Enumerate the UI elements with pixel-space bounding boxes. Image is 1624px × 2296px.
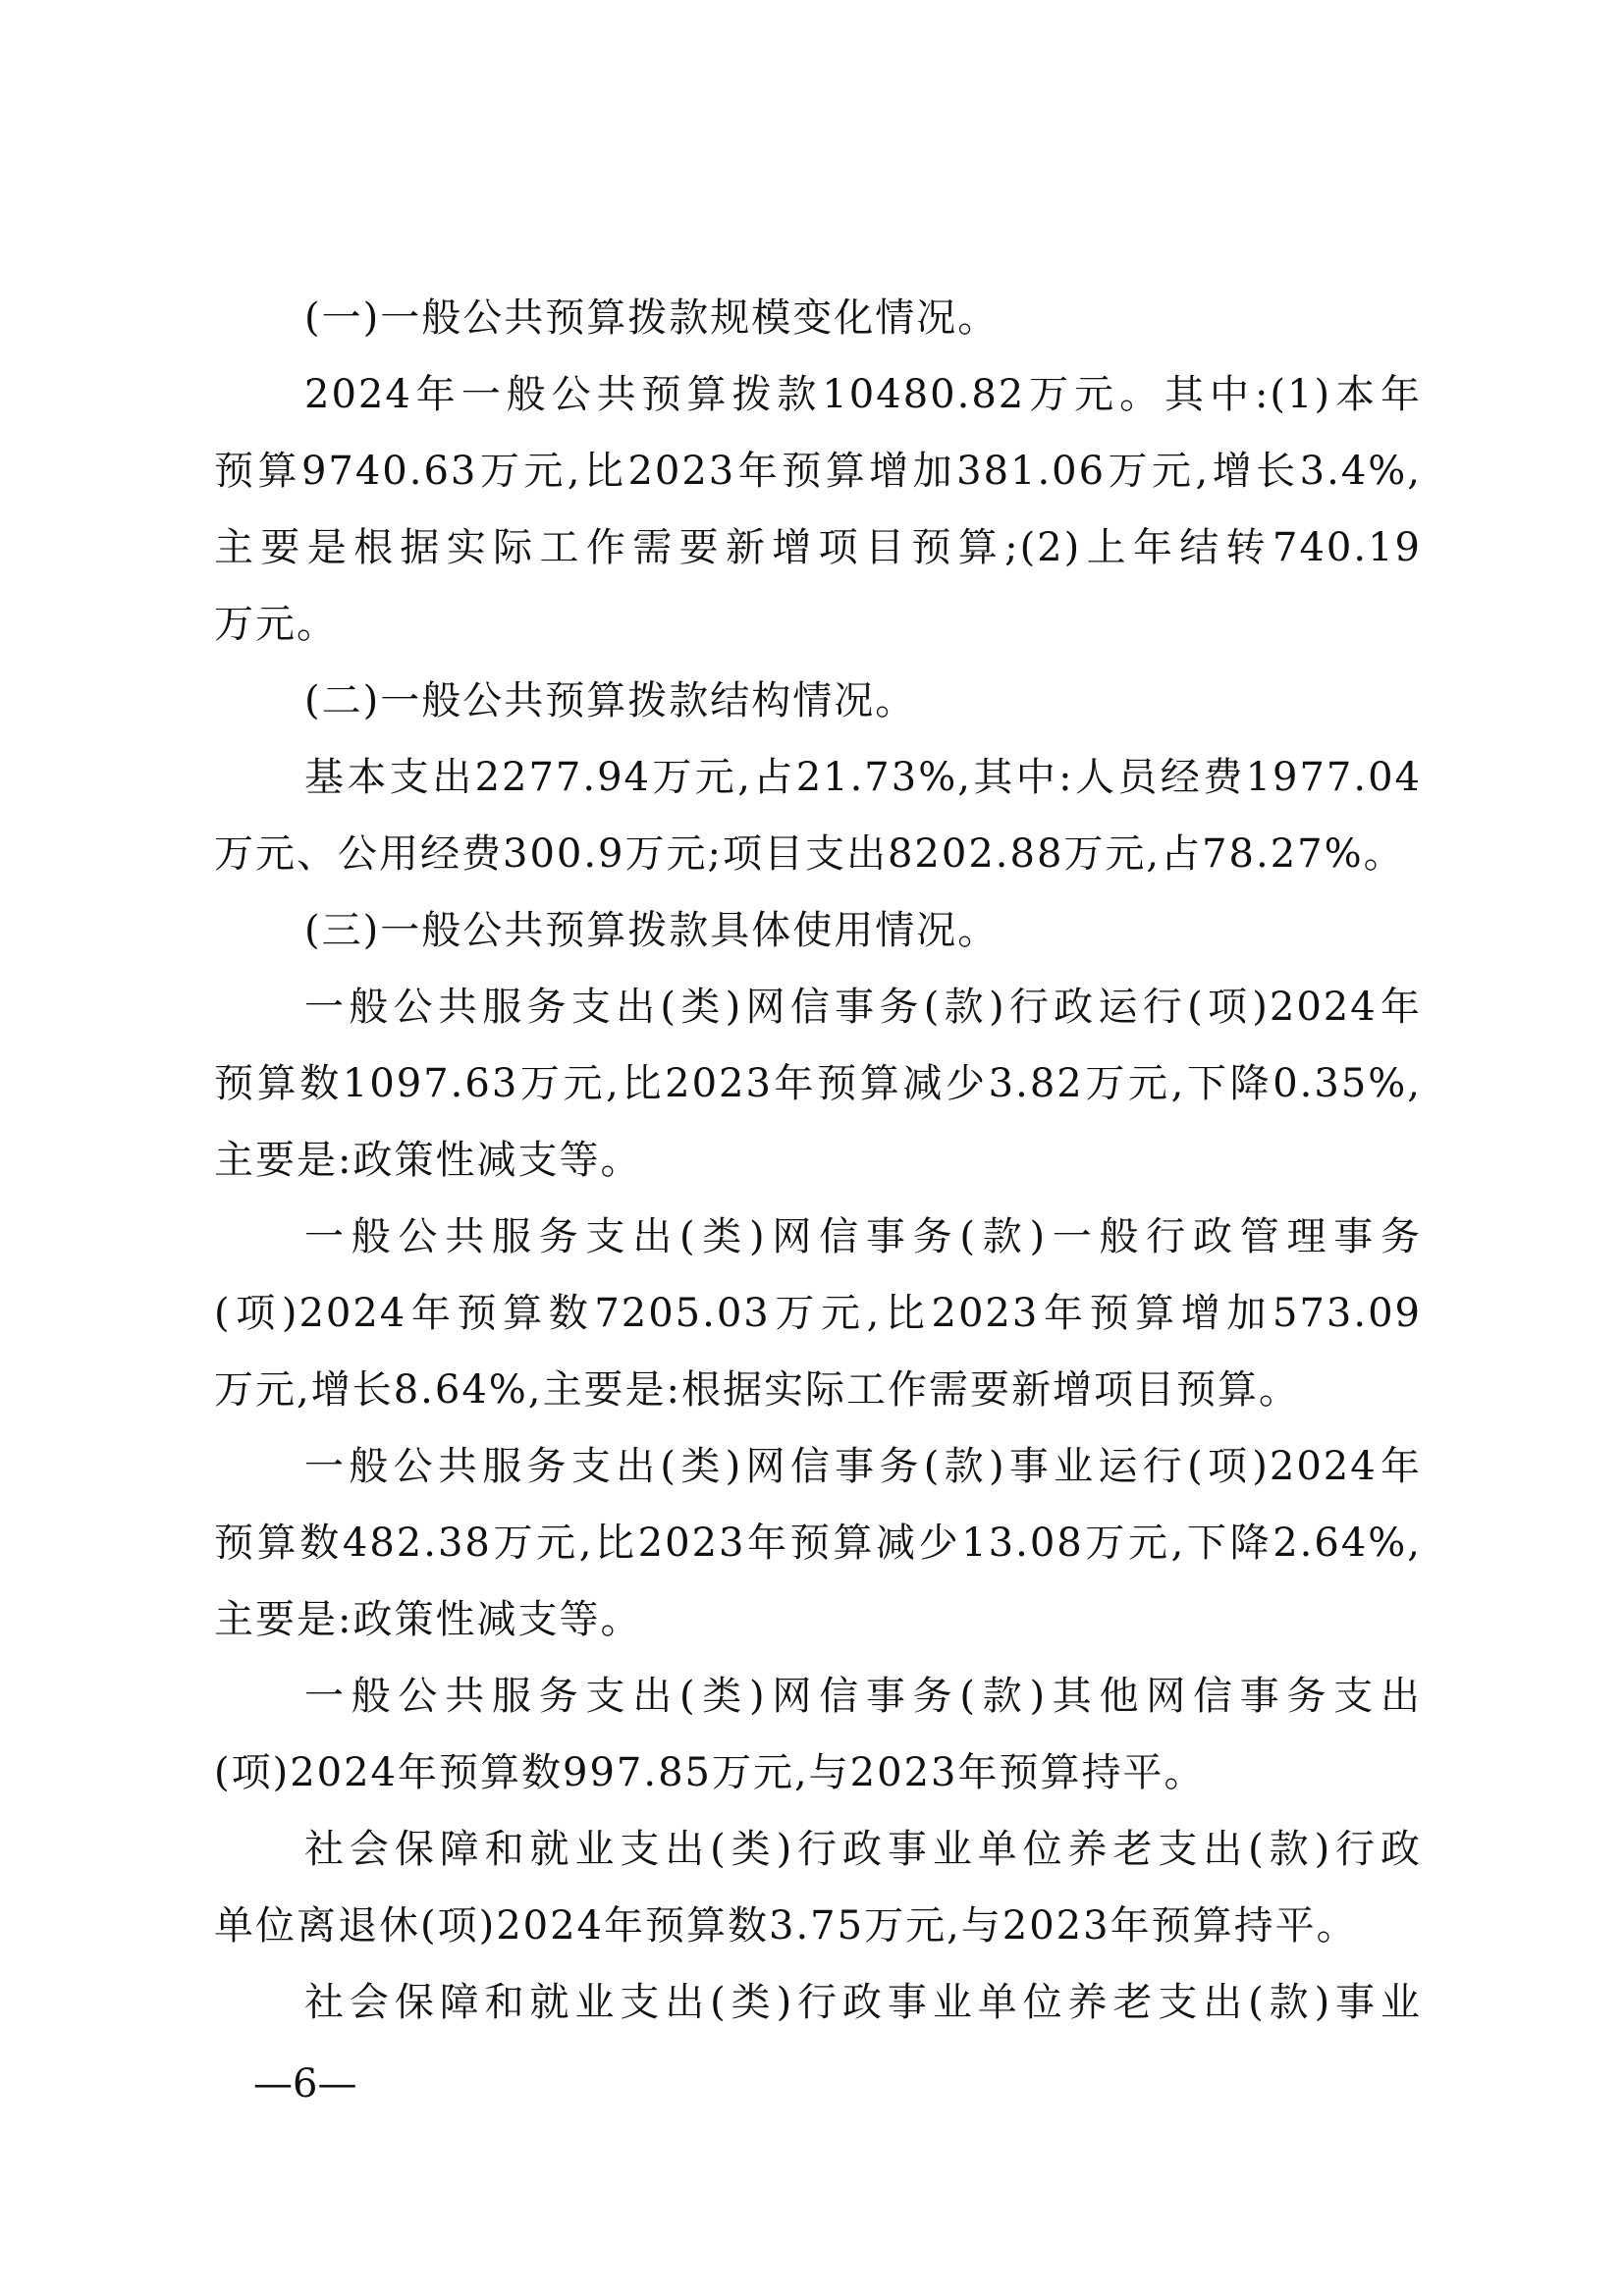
text-line: 主要是:政策性减支等。 xyxy=(214,1597,642,1642)
text-line: 预算数482.38万元,比2023年预算减少13.08万元,下降2.64%, xyxy=(214,1521,1422,1566)
text-line: 2024年一般公共预算拨款10480.82万元。其中:(1)本年 xyxy=(304,372,1422,417)
text-line: 一般公共服务支出(类)网信事务(款)行政运行(项)2024年 xyxy=(304,985,1422,1030)
document-body xyxy=(214,280,1422,2041)
text-line: (一)一般公共预算拨款规模变化情况。 xyxy=(304,295,1000,341)
text-line: 万元、公用经费300.9万元;项目支出8202.88万元,占78.27%。 xyxy=(214,831,1405,877)
text-line: (三)一般公共预算拨款具体使用情况。 xyxy=(304,908,1000,953)
text-line: 单位离退休(项)2024年预算数3.75万元,与2023年预算持平。 xyxy=(214,1903,1358,1949)
text-line: 万元,增长8.64%,主要是:根据实际工作需要新增项目预算。 xyxy=(214,1367,1300,1413)
text-line: 社会保障和就业支出(类)行政事业单位养老支出(款)行政 xyxy=(304,1827,1422,1872)
text-line: 万元。 xyxy=(214,602,338,647)
text-line: (项)2024年预算数7205.03万元,比2023年预算增加573.09 xyxy=(214,1291,1422,1336)
page-number: —6— xyxy=(253,2061,357,2107)
text-line: (项)2024年预算数997.85万元,与2023年预算持平。 xyxy=(214,1750,1206,1795)
text-line: 一般公共服务支出(类)网信事务(款)一般行政管理事务 xyxy=(304,1214,1422,1259)
text-line: 基本支出2277.94万元,占21.73%,其中:人员经费1977.04 xyxy=(304,755,1422,800)
text-line: 主要是:政策性减支等。 xyxy=(214,1138,642,1183)
text-line: 一般公共服务支出(类)网信事务(款)事业运行(项)2024年 xyxy=(304,1444,1422,1489)
text-line: 主要是根据实际工作需要新增项目预算;(2)上年结转740.19 xyxy=(214,525,1422,570)
text-line: 社会保障和就业支出(类)行政事业单位养老支出(款)事业 xyxy=(304,1980,1422,2025)
text-line: 一般公共服务支出(类)网信事务(款)其他网信事务支出 xyxy=(304,1674,1422,1719)
text-line: 预算9740.63万元,比2023年预算增加381.06万元,增长3.4%, xyxy=(214,449,1422,494)
text-line: 预算数1097.63万元,比2023年预算减少3.82万元,下降0.35%, xyxy=(214,1061,1422,1106)
text-line: (二)一般公共预算拨款结构情况。 xyxy=(304,678,917,723)
